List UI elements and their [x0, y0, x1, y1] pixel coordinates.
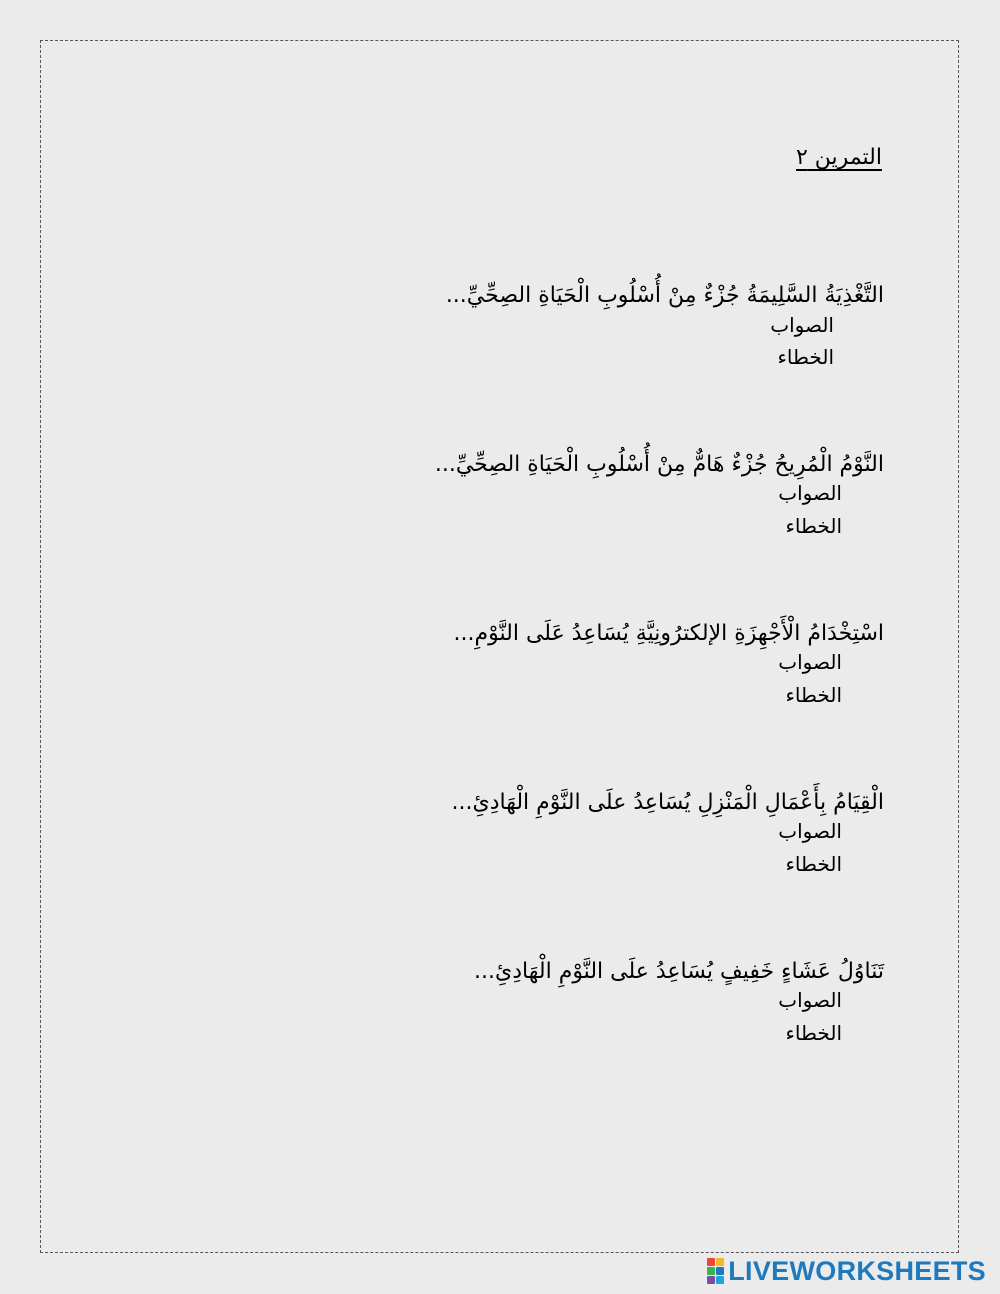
q5-option-false[interactable]: الخطاء [785, 1021, 842, 1045]
liveworksheets-logo-icon [707, 1258, 724, 1284]
q3-option-true[interactable]: الصواب [778, 650, 842, 674]
question-4: الْقِيَامُ بِأَعْمَالِ الْمَنْزِلِ يُسَاعِدُ علَى النَّوْمِ الْهَادِئِ... [451, 790, 884, 815]
q2-option-false[interactable]: الخطاء [785, 514, 842, 538]
q1-option-true[interactable]: الصواب [770, 313, 834, 337]
q3-option-false[interactable]: الخطاء [785, 683, 842, 707]
question-5: تَنَاوُلُ عَشَاءٍ خَفِيفٍ يُسَاعِدُ علَى النَّوْمِ الْهَادِئِ... [474, 959, 884, 984]
q2-option-true[interactable]: الصواب [778, 481, 842, 505]
exercise-title: التمرين ٢ [795, 145, 882, 170]
liveworksheets-logo [707, 1258, 986, 1284]
logo-block-3 [707, 1267, 715, 1275]
logo-block-5 [707, 1276, 715, 1284]
logo-text: LIVEWORKSHEETS [728, 1256, 986, 1286]
logo-block-1 [707, 1258, 715, 1266]
logo-block-4 [716, 1267, 724, 1275]
q5-option-true[interactable]: الصواب [778, 988, 842, 1012]
worksheet-page [40, 40, 959, 1253]
q4-option-true[interactable]: الصواب [778, 819, 842, 843]
question-1: التَّغْذِيَةُ السَّلِيمَةُ جُزْءٌ مِنْ أُسْلُوبِ الْحَيَاةِ الصِحِّيِّ... [445, 283, 884, 308]
question-2: النَّوْمُ الْمُرِيحُ جُزْءٌ هَامٌّ مِنْ أُسْلُوبِ الْحَيَاةِ الصِحِّيِّ... [434, 452, 884, 477]
question-3: اسْتِخْدَامُ الْأَجْهِزَةِ الإلكترُونِيَّةِ يُسَاعِدُ عَلَى النَّوْمِ... [453, 621, 884, 646]
q1-option-false[interactable]: الخطاء [777, 345, 834, 369]
logo-block-6 [716, 1276, 724, 1284]
logo-block-2 [716, 1258, 724, 1266]
q4-option-false[interactable]: الخطاء [785, 852, 842, 876]
